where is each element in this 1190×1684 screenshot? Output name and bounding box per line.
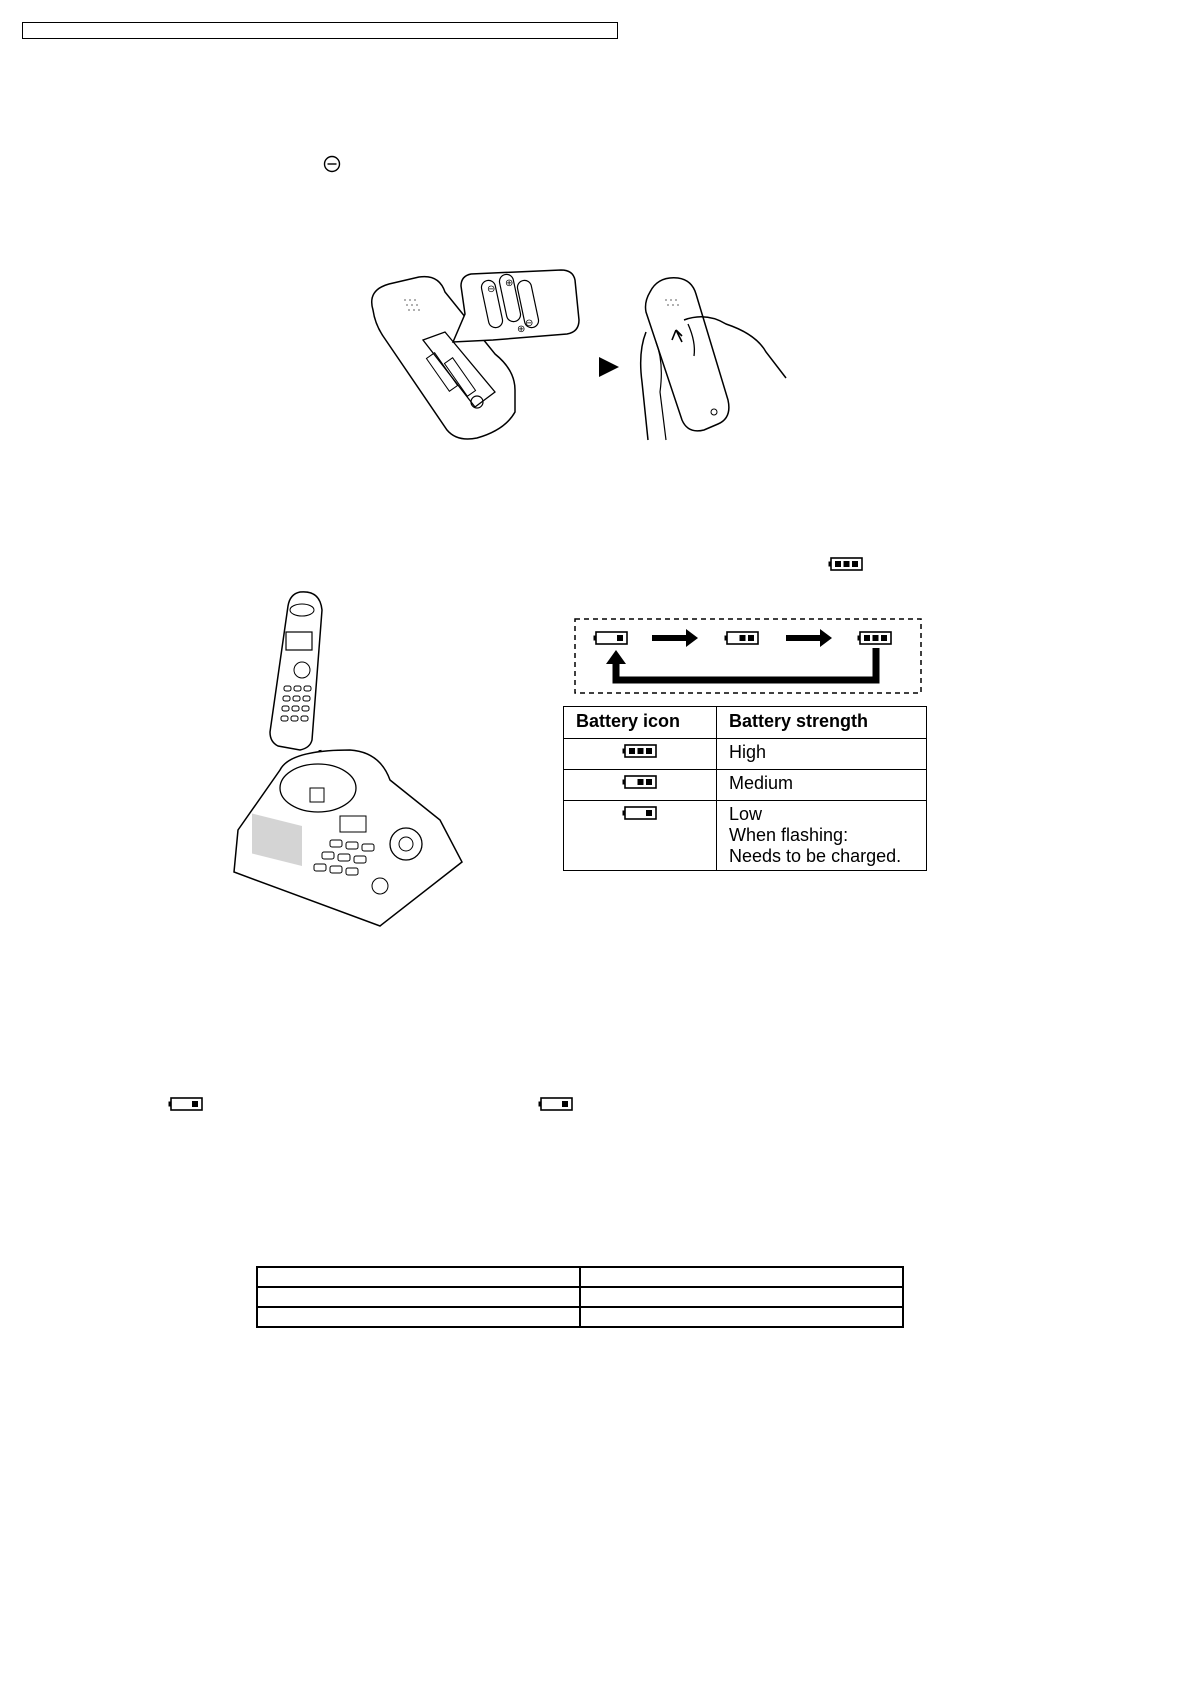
- battery-full-icon: [828, 556, 864, 572]
- play-arrow-icon: [597, 355, 621, 379]
- table-cell: [580, 1267, 903, 1287]
- battery-insertion-illustration: [365, 262, 595, 442]
- minus-circle-icon: [323, 155, 341, 173]
- table-row: [257, 1307, 903, 1327]
- battery-strength-note: When flashing:: [729, 825, 849, 845]
- table-cell: [257, 1287, 580, 1307]
- table-cell: [257, 1307, 580, 1327]
- table-row: [257, 1267, 903, 1287]
- return-arrow-icon: [606, 650, 626, 664]
- battery-medium-icon: [622, 774, 658, 790]
- battery-strength-value: Low: [729, 804, 763, 824]
- battery-charge-cycle-diagram: [574, 618, 922, 694]
- table-row: [564, 801, 927, 871]
- battery-low-icon: [538, 1096, 574, 1112]
- battery-low-icon: [594, 632, 628, 644]
- battery-full-icon: [622, 743, 658, 759]
- header-box: [22, 22, 618, 39]
- table-row: [564, 770, 927, 801]
- table-cell: [257, 1267, 580, 1287]
- table-header: Battery icon: [564, 707, 717, 739]
- table-row: [564, 739, 927, 770]
- table-cell: [580, 1307, 903, 1327]
- battery-strength-table: [563, 706, 927, 871]
- charging-base-illustration: [230, 590, 470, 930]
- table-row: [257, 1287, 903, 1307]
- table-header: Battery strength: [717, 707, 927, 739]
- battery-strength-value: High: [717, 739, 927, 770]
- battery-cover-illustration: [636, 272, 801, 442]
- battery-strength-value: Medium: [717, 770, 927, 801]
- table-cell: [580, 1287, 903, 1307]
- battery-strength-note: Needs to be charged.: [729, 846, 902, 866]
- svg-text:⊕: ⊕: [517, 324, 526, 335]
- right-arrow-icon: [652, 629, 698, 647]
- battery-full-icon: [858, 632, 892, 644]
- right-arrow-icon: [786, 629, 832, 647]
- battery-low-icon: [168, 1096, 204, 1112]
- battery-medium-icon: [725, 632, 759, 644]
- svg-text:⊖: ⊖: [525, 318, 534, 329]
- svg-text:⊖: ⊖: [487, 284, 496, 295]
- svg-text:⊕: ⊕: [505, 278, 514, 289]
- battery-low-icon: [622, 805, 658, 821]
- blank-table: [256, 1266, 904, 1328]
